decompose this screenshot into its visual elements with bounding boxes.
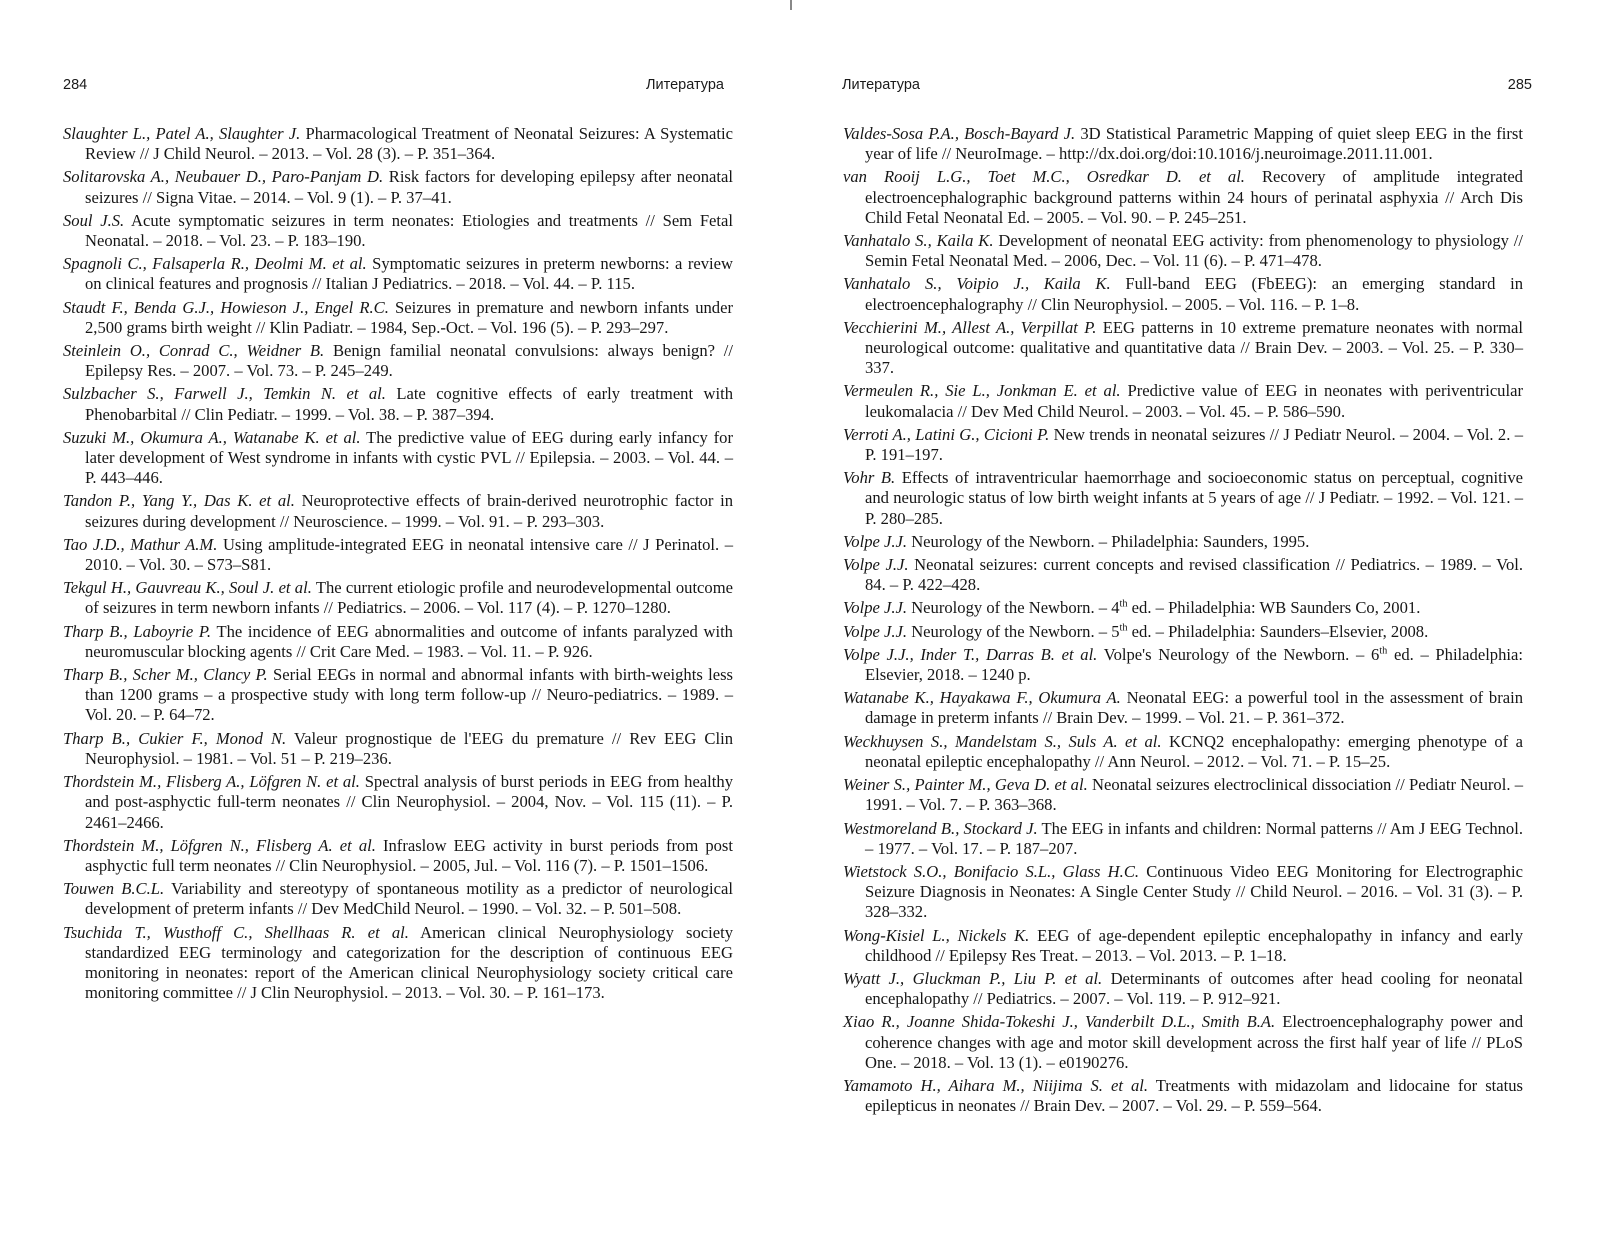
reference-entry [63,298,733,338]
reference-entry [63,254,733,294]
reference-entry [843,926,1523,966]
reference-text: Neurology of the Newborn. – Philadelphia: Saunders, 1995. [911,531,1310,551]
reference-entry [843,1076,1523,1116]
reference-text: Acute symptomatic seizures in term neonates: Etiologies and treatments // Sem Fetal Neonatal. – 2018. – Vol. 23. – P. 183–190. [85,210,733,251]
reference-text: Pharmacological Treatment of Neonatal Seizures: A Systematic Review // J Child Neurol. – 2013. – Vol. 28 (3). – P. 351–364. [85,124,733,164]
reference-text: New trends in neonatal seizures // J Pediatr Neurol. – 2004. – Vol. 2. – P. 191–197. [865,424,1523,465]
reference-entry [843,862,1523,923]
reference-authors: Thordstein M., Löfgren N., Flisberg A. et al. [63,835,376,855]
reference-authors: Vohr B. [843,468,896,488]
reference-authors: Thordstein M., Flisberg A., Löfgren N. et al. [63,772,360,792]
reference-entry [63,879,733,919]
page-number: 284 [63,77,88,93]
reference-entry [843,775,1523,815]
right-page [800,0,1600,1235]
running-title: Литература [646,77,724,93]
gutter-mark [786,1213,792,1221]
reference-authors: Tao J.D., Mathur A.M. [63,534,218,554]
reference-text: EEG patterns in 10 extreme premature neonates with normal neurological outcome: qualitative and quantitative data // Brain Dev. – 2003. – Vol. 25. – P. 330–337. [865,317,1523,378]
reference-authors: Suzuki M., Okumura A., Watanabe K. et al. [63,427,361,447]
reference-entry [63,772,733,833]
reference-entry [63,491,733,531]
reference-text: Volpe's Neurology of the Newborn. – 6 [1103,644,1380,664]
reference-text: Neurology of the Newborn. – 4 [911,598,1120,618]
reference-entry [843,1012,1523,1073]
reference-entry [843,468,1523,529]
reference-authors: Vanhatalo S., Kaila K. [843,231,994,251]
reference-entry [843,231,1523,271]
reference-entry [63,665,733,726]
reference-authors: Volpe J.J. [843,531,908,551]
reference-text: Development of neonatal EEG activity: from phenomenology to physiology // Semin Fetal Neonatal Med. – 2006, Dec. – Vol. 11 (6). – P. 471–478. [865,231,1524,271]
reference-text: 3D Statistical Parametric Mapping of quiet sleep EEG in the first year of life // NeuroImage. – http://dx.doi.org/doi:10.1016/j.neuroimage.2011.11.001. [865,124,1523,164]
reference-text: Treatments with midazolam and lidocaine for status epilepticus in neonates // Brain Dev. – 2007. – Vol. 29. – P. 559–564. [865,1075,1523,1116]
reference-entry [843,124,1523,164]
reference-authors: Volpe J.J., Inder T., Darras B. et al. [843,644,1098,664]
reference-text: Full-band EEG (FbEEG): an emerging standard in electroencephalography // Clin Neurophysiol. – 2005. – Vol. 116. – P. 1–8. [865,274,1523,314]
reference-authors: Volpe J.J. [843,598,908,618]
reference-authors: Slaughter L., Patel A., Slaughter J. [63,124,301,143]
reference-entry [63,729,733,769]
reference-text: ed. – Philadelphia: WB Saunders Co, 2001. [1127,598,1421,618]
reference-entry [63,622,733,662]
reference-authors: Solitarovska A., Neubauer D., Paro-Panjam D. [63,167,384,187]
reference-authors: Tharp B., Scher M., Clancy P. [63,665,268,685]
reference-entry [63,535,733,575]
reference-text: American clinical Neurophysiology society standardized EEG terminology and categorization for the description of continuous EEG monitoring in neonates: report of the American clinical Neurophysiology society critical care monitoring committee // J Clin Neurophysiol. – 2013. – Vol. 30. – P. 161–173. [85,922,733,1003]
reference-entry [843,274,1523,314]
reference-text: Continuous Video EEG Monitoring for Electrographic Seizure Diagnosis in Neonates: A Single Center Study // Child Neurol. – 2016. – Vol. 31 (3). – P. 328–332. [865,861,1523,922]
reference-text: ed. – Philadelphia: Saunders–Elsevier, 2008. [1127,621,1429,641]
reference-text: Recovery of amplitude integrated electroencephalographic background patterns within 24 hours of perinatal asphyxia // Arch Dis Child Fetal Neonatal Ed. – 2005. – Vol. 90. – P. 245–251. [865,167,1523,227]
reference-authors: Tsuchida T., Wusthoff C., Shellhaas R. et al. [63,922,409,942]
reference-authors: Staudt F., Benda G.J., Howieson J., Engel R.C. [63,297,389,317]
reference-entry [63,578,733,618]
reference-entry [63,167,733,207]
reference-text: Electroencephalography power and coherence changes with age and motor skill development across the first half year of life // PLoS One. – 2018. – Vol. 13 (1). – e0190276. [865,1012,1523,1072]
reference-text: The EEG in infants and children: Normal patterns // Am J EEG Technol. – 1977. – Vol. 17. – P. 187–207. [865,818,1523,858]
reference-text: ed. – Philadelphia: Elsevier, 2018. – 1240 p. [865,644,1523,685]
reference-text: Neonatal EEG: a powerful tool in the assessment of brain damage in preterm infants // Brain Dev. – 1999. – Vol. 21. – P. 361–372. [865,688,1524,728]
reference-entry [843,969,1523,1009]
reference-text: The incidence of EEG abnormalities and outcome of infants paralyzed with neuromuscular blocking agents // Crit Care Med. – 1983. – Vol. 11. – P. 926. [85,621,733,661]
reference-text: Predictive value of EEG in neonates with periventricular leukomalacia // Dev Med Child Neurol. – 2003. – Vol. 45. – P. 586–590. [865,381,1523,421]
reference-entry [843,381,1523,421]
reference-text: Risk factors for developing epilepsy after neonatal seizures // Signa Vitae. – 2014. – Vol. 9 (1). – P. 37–41. [85,167,733,207]
reference-text: The predictive value of EEG during early infancy for later development of West syndrome in infants with cystic PVL // Epilepsia. – 2003. – Vol. 44. – P. 443–446. [85,427,733,488]
reference-entry [843,688,1523,728]
reference-authors: Wong-Kisiel L., Nickels K. [843,925,1030,945]
reference-authors: Wietstock S.O., Bonifacio S.L., Glass H.C. [843,861,1140,881]
edition-superscript: th [1119,622,1128,634]
reference-entry [843,645,1523,685]
reference-entry [843,819,1523,859]
reference-authors: Volpe J.J. [843,621,908,641]
reference-authors: Weiner S., Painter M., Geva D. et al. [843,775,1088,795]
reference-text: Valeur prognostique de l'EEG du premature // Rev EEG Clin Neurophysiol. – 1981. – Vol. 51 – P. 219–236. [85,728,734,768]
reference-authors: Watanabe K., Hayakawa F., Okumura A. [843,688,1121,708]
reference-authors: Touwen B.C.L. [63,879,165,899]
edition-superscript: th [1379,645,1388,657]
reference-entry [843,555,1523,595]
reference-entry [63,428,733,489]
page-number: 285 [1507,77,1532,93]
reference-authors: Wyatt J., Gluckman P., Liu P. et al. [843,968,1103,988]
reference-text: Neuroprotective effects of brain-derived neurotrophic factor in seizures during development // Neuroscience. – 1999. – Vol. 91. – P. 293–303. [85,491,733,531]
reference-text: Neonatal seizures electroclinical dissociation // Pediatr Neurol. – 1991. – Vol. 7. – P. 363–368. [865,775,1524,815]
reference-text: KCNQ2 encephalopathy: emerging phenotype of a neonatal epileptic encephalopathy // Ann Neurol. – 2012. – Vol. 71. – P. 15–25. [865,731,1523,771]
reference-authors: Steinlein O., Conrad C., Weidner B. [63,341,325,361]
edition-superscript: th [1119,598,1128,610]
reference-entry [63,923,733,1004]
reference-text: Effects of intraventricular haemorrhage and socioeconomic status on perceptual, cognitive and neurologic status of low birth weight infants at 5 years of age // J Pediatr. – 1992. – Vol. 121. – P. 280–285. [865,468,1523,528]
reference-list [63,124,733,1006]
reference-authors: Tekgul H., Gauvreau K., Soul J. et al. [63,578,312,598]
reference-entry [843,622,1523,642]
reference-entry [843,598,1523,618]
reference-text: Late cognitive effects of early treatment with Phenobarbital // Clin Pediatr. – 1999. – Vol. 38. – P. 387–394. [85,384,733,424]
reference-authors: Valdes-Sosa P.A., Bosch-Bayard J. [843,124,1076,143]
reference-entry [63,341,733,381]
reference-text: Neurology of the Newborn. – 5 [911,621,1120,641]
reference-authors: Vermeulen R., Sie L., Jonkman E. et al. [843,381,1121,401]
reference-authors: Yamamoto H., Aihara M., Niijima S. et al. [843,1075,1149,1095]
reference-authors: Verroti A., Latini G., Cicioni P. [843,424,1050,444]
reference-authors: Xiao R., Joanne Shida-Tokeshi J., Vanderbilt D.L., Smith B.A. [843,1012,1276,1032]
reference-authors: Vecchierini M., Allest A., Verpillat P. [843,317,1097,337]
reference-text: Benign familial neonatal convulsions: always benign? // Epilepsy Res. – 2007. – Vol. 73. – P. 245–249. [85,341,733,381]
reference-entry [843,318,1523,379]
reference-authors: Sulzbacher S., Farwell J., Temkin N. et al. [63,384,386,404]
running-title: Литература [842,77,920,93]
reference-text: Symptomatic seizures in preterm newborns: a review on clinical features and prognosis // Italian J Pediatrics. – 2018. – Vol. 44. – P. 115. [85,254,733,294]
reference-authors: Tharp B., Cukier F., Monod N. [63,728,287,748]
reference-authors: van Rooij L.G., Toet M.C., Osredkar D. et al. [843,167,1245,187]
reference-entry [843,532,1523,552]
reference-text: Seizures in premature and newborn infants under 2,500 grams birth weight // Klin Padiatr. – 1984, Sep.-Oct. – Vol. 196 (5). – P. 293–297. [85,297,733,337]
reference-entry [63,124,733,164]
reference-text: Serial EEGs in normal and abnormal infants with birth-weights less than 1200 grams – a prospective study with long term follow-up // Neuro-pediatrics. – 1989. – Vol. 20. – P. 64–72. [85,665,733,725]
reference-text: Spectral analysis of burst periods in EEG from healthy and post-asphyctic full-term neonates // Clin Neurophysiol. – 2004, Nov. – Vol. 115 (11). – P. 2461–2466. [85,772,733,832]
reference-authors: Tharp B., Laboyrie P. [63,621,212,641]
reference-text: Neonatal seizures: current concepts and revised classification // Pediatrics. – 1989. – Vol. 84. – P. 422–428. [865,555,1524,595]
reference-entry [843,425,1523,465]
reference-authors: Soul J.S. [63,210,125,230]
reference-text: EEG of age-dependent epileptic encephalopathy in infancy and early childhood // Epilepsy Res Treat. – 2013. – Vol. 2013. – P. 1–18. [865,925,1523,965]
reference-entry [63,836,733,876]
reference-authors: Tandon P., Yang Y., Das K. et al. [63,491,295,511]
reference-entry [63,211,733,251]
reference-authors: Weckhuysen S., Mandelstam S., Suls A. et al. [843,731,1162,751]
reference-entry [843,732,1523,772]
reference-text: Variability and stereotypy of spontaneous motility as a predictor of neurological development of preterm infants // Dev MedChild Neurol. – 1990. – Vol. 32. – P. 501–508. [85,879,733,919]
reference-text: Using amplitude-integrated EEG in neonatal intensive care // J Perinatol. – 2010. – Vol. 30. – S73–S81. [85,534,733,575]
reference-text: Determinants of outcomes after head cooling for neonatal encephalopathy // Pediatrics. – 2007. – Vol. 119. – P. 912–921. [865,968,1523,1009]
reference-list [843,124,1523,1119]
reference-authors: Vanhatalo S., Voipio J., Kaila K. [843,274,1111,294]
reference-authors: Spagnoli C., Falsaperla R., Deolmi M. et al. [63,254,367,274]
reference-entry [63,384,733,424]
reference-authors: Westmoreland B., Stockard J. [843,818,1038,838]
reference-text: Infraslow EEG activity in burst periods from post asphyctic full term neonates // Clin Neurophysiol. – 2005, Jul. – Vol. 116 (7). – P. 1501–1506. [85,835,733,875]
reference-authors: Volpe J.J. [843,555,909,575]
reference-entry [843,167,1523,228]
reference-text: The current etiologic profile and neurodevelopmental outcome of seizures in term newborn infants // Pediatrics. – 2006. – Vol. 117 (4). – P. 1270–1280. [85,578,733,618]
